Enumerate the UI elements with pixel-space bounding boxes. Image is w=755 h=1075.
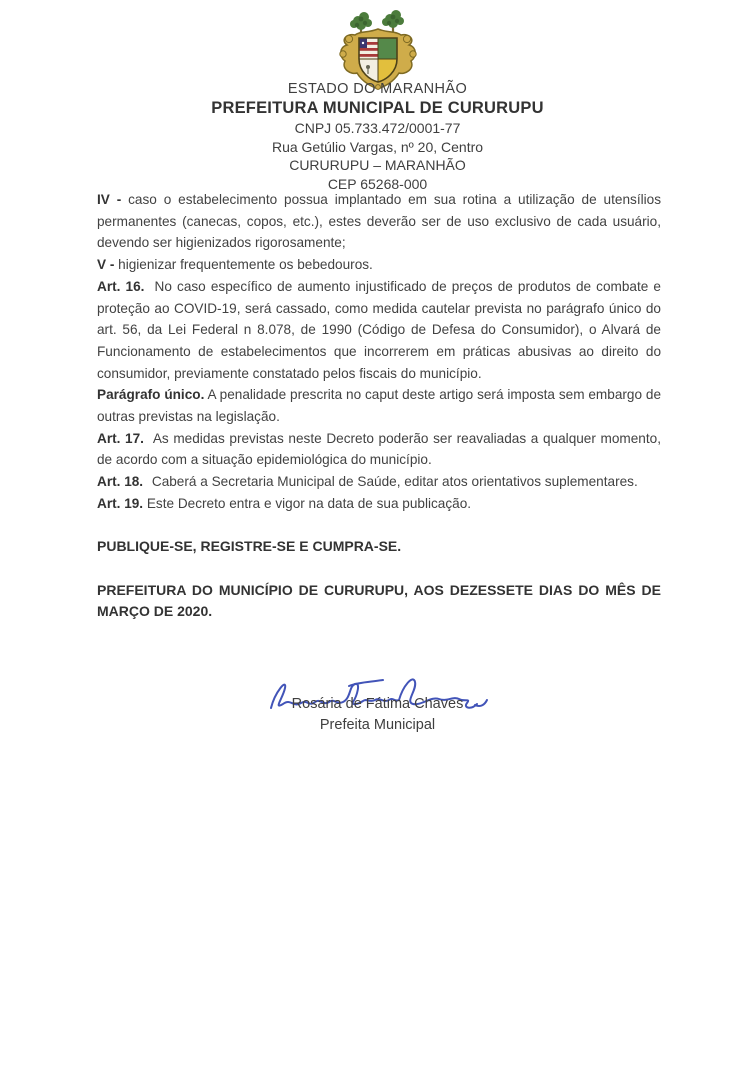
article-16 — [97, 276, 661, 385]
publish-order: PUBLIQUE-SE, REGISTRE-SE E CUMPRA-SE. — [97, 538, 402, 555]
signatory-name: Rosária de Fátima Chaves — [291, 696, 464, 712]
clause-iv — [97, 189, 661, 254]
clause-v-label: V - — [97, 257, 115, 273]
letterhead-state: ESTADO DO MARANHÃO — [287, 81, 468, 97]
coat-of-arms-icon — [328, 8, 428, 90]
article-18 — [97, 471, 661, 493]
letterhead-municipality: PREFEITURA MUNICIPAL DE CURURUPU — [211, 99, 544, 117]
clause-v-text: higienizar frequentemente os bebedouros. — [114, 257, 373, 273]
letterhead-city-state: CURURUPU – MARANHÃO — [289, 157, 466, 173]
letterhead-cnpj: CNPJ 05.733.472/0001-77 — [294, 120, 461, 136]
paragrafo-unico — [97, 384, 661, 427]
date-line: PREFEITURA DO MUNICÍPIO DE CURURUPU, AOS DEZESSETE DIAS DO MÊS DE MARÇO DE 2020. — [97, 581, 661, 620]
article-18-text: Caberá a Secretaria Municipal de Saúde, editar atos orientativos suplementares. — [148, 474, 638, 490]
signatory-title: Prefeita Municipal — [319, 717, 436, 733]
article-17-text: As medidas previstas neste Decreto poderão ser reavaliadas a qualquer momento, de acordo com a situação epidemiológica do município. — [97, 430, 661, 468]
clause-iv-text: caso o estabelecimento possua implantado em sua rotina a utilização de utensílios permanentes (canecas, copos, etc.), estes deverão ser de uso exclusivo de cada usuário, devendo ser higienizados rigorosamente; — [97, 192, 661, 251]
letterhead — [0, 81, 755, 193]
article-19-label: Art. 19. — [97, 495, 144, 511]
letterhead-cep: CEP 65268-000 — [327, 175, 428, 192]
article-17-label: Art. 17. — [97, 430, 144, 446]
article-16-text: No caso específico de aumento injustificado de preços de produtos de combate e proteção ao COVID-19, será cassado, como medida cautelar prevista no parágrafo único do art. 56, da Lei Federal n 8.078, de 1990 (Código de Defesa do Consumidor), o Alvará de Funcionamento de estabelecimentos que incorrerem em práticas abusivas ao direito do consumidor, previamente constatado pelos fiscais do município. — [97, 278, 661, 381]
paragrafo-unico-text: A penalidade prescrita no caput deste artigo será imposta sem embargo de outras previstas na legislação. — [97, 387, 662, 425]
letterhead-address: Rua Getúlio Vargas, nº 20, Centro — [271, 138, 484, 155]
decree-body — [97, 189, 661, 623]
clause-iv-label: IV - — [97, 192, 122, 207]
article-16-label: Art. 16. — [97, 278, 145, 294]
coat-of-arms-graphic — [328, 8, 428, 90]
article-19-text: Este Decreto entra e vigor na data de sua publicação. — [143, 495, 472, 511]
article-19 — [97, 493, 661, 515]
article-17 — [97, 428, 661, 471]
article-18-label: Art. 18. — [97, 474, 144, 490]
clause-v — [97, 254, 661, 276]
signature-block — [0, 672, 755, 736]
paragrafo-unico-label: Parágrafo único. — [97, 387, 205, 403]
